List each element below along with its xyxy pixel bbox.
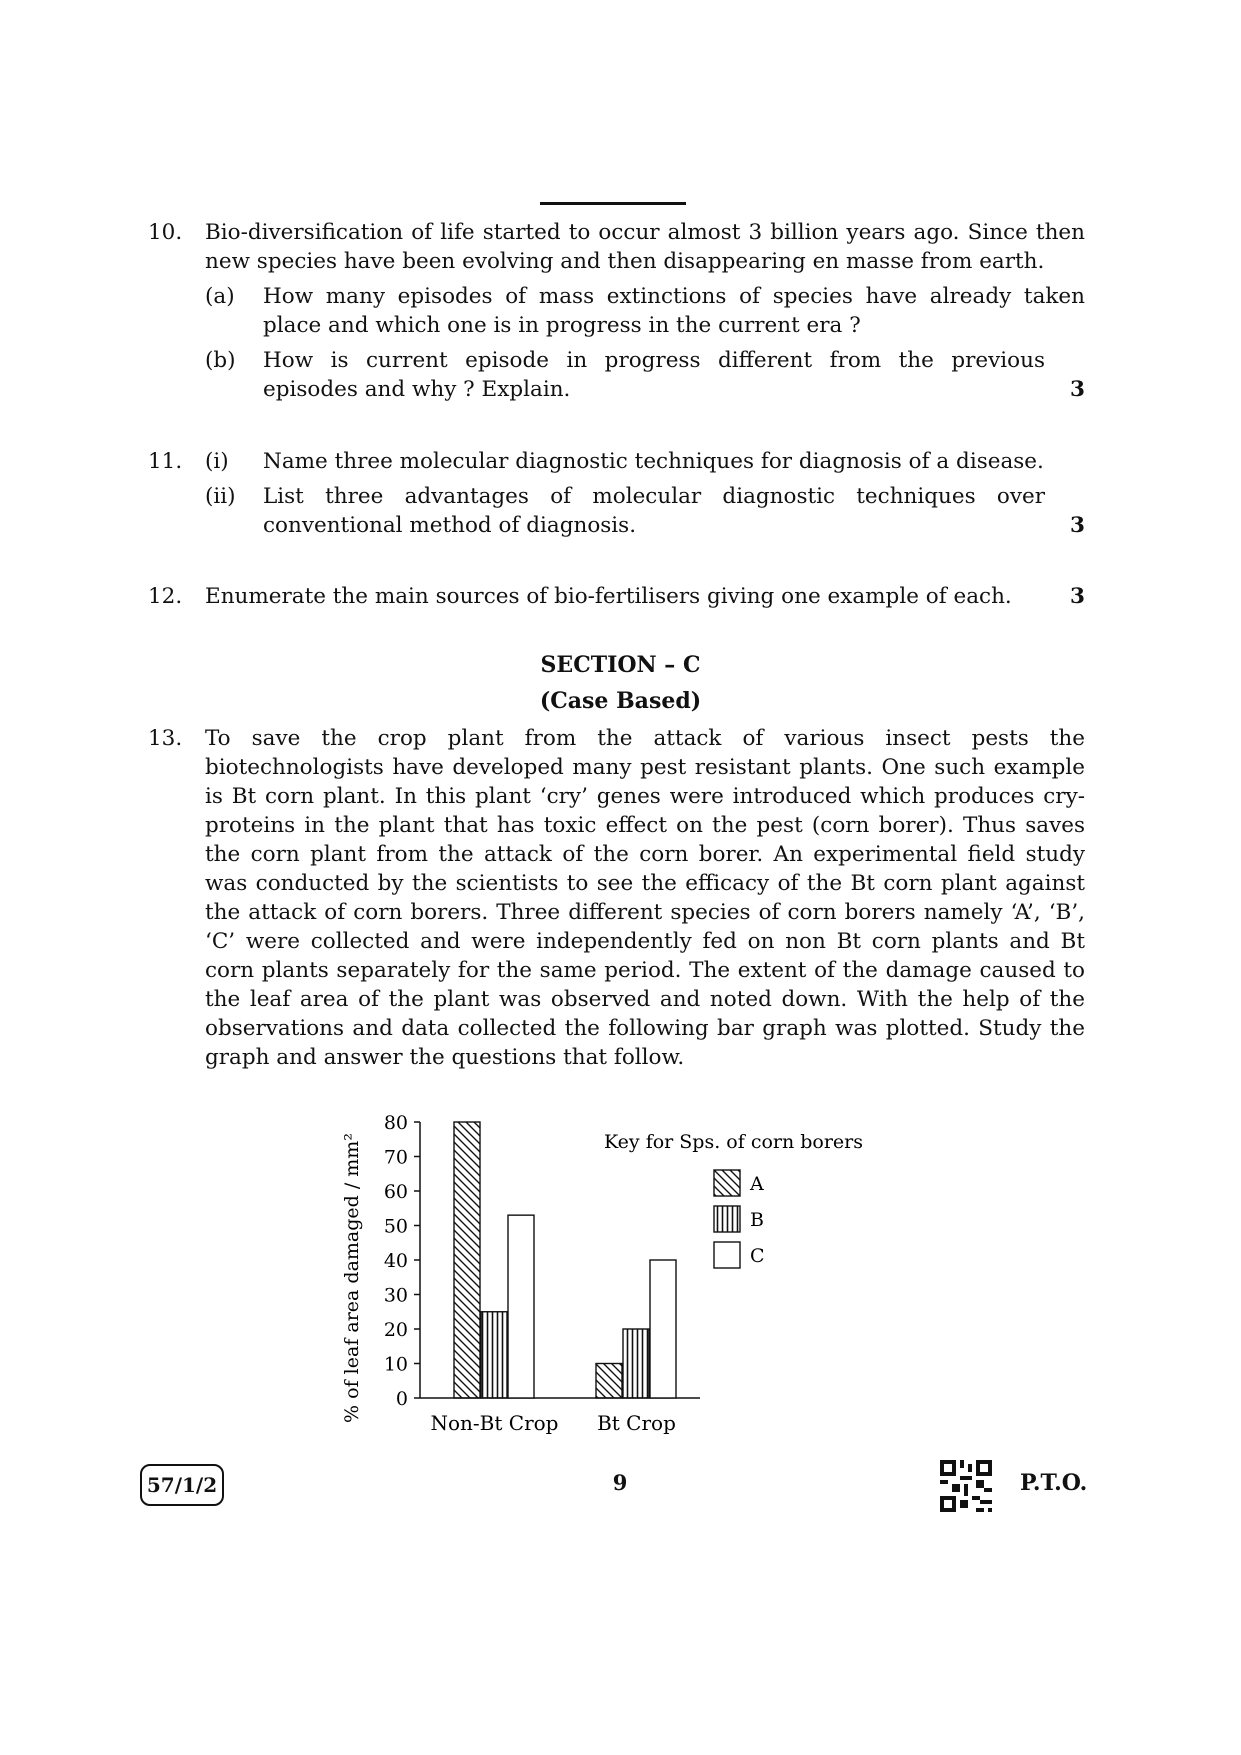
page-number: 9 (612, 1470, 628, 1495)
bar-A-1 (596, 1364, 622, 1399)
question-11 (148, 447, 1085, 540)
legend-swatch-B (714, 1206, 740, 1232)
question-part (148, 282, 1085, 340)
question-number: 10. (148, 220, 183, 245)
legend-title: Key for Sps. of corn borers (604, 1131, 864, 1153)
y-tick-label: 0 (395, 1388, 408, 1410)
bar-C-0 (508, 1215, 534, 1398)
part-text: List three advantages of molecular diagnostic techniques over conventional method of diagnosis. (263, 484, 1045, 538)
x-category-label: Non-Bt Crop (430, 1411, 559, 1435)
y-tick-label: 10 (383, 1353, 408, 1376)
question-10 (148, 218, 1085, 404)
please-turn-over: P.T.O. (1020, 1470, 1088, 1496)
question-text: Bio-diversification of life started to occur almost 3 billion years ago. Since then new species have been evolving and then disappearing en masse from earth. (205, 220, 1085, 274)
part-text: How many episodes of mass extinctions of species have already taken place and which one is in progress in the current era ? (263, 284, 1085, 338)
y-tick-label: 70 (383, 1146, 408, 1169)
part-text: How is current episode in progress different from the previous episodes and why ? Explain. (263, 348, 1045, 402)
part-label: (b) (205, 348, 236, 373)
y-tick-label: 40 (383, 1250, 408, 1272)
legend-label: A (750, 1173, 764, 1195)
bar-B-0 (481, 1312, 507, 1398)
bars (454, 1122, 676, 1398)
y-tick-label: 20 (383, 1319, 408, 1341)
part-label: (i) (205, 449, 229, 474)
question-number: 11. (148, 449, 183, 474)
question-12 (148, 582, 1085, 611)
y-tick-label: 30 (383, 1284, 408, 1307)
legend-label: C (750, 1245, 765, 1267)
question-number: 13. (148, 726, 183, 751)
qr-code-icon (940, 1460, 992, 1512)
question-text: Enumerate the main sources of bio-fertilisers giving one example of each. (205, 584, 1012, 609)
bar-C-1 (650, 1260, 676, 1398)
paper-code: 57/1/2 (140, 1464, 224, 1506)
question-part (148, 482, 1085, 540)
top-separator-line (540, 202, 686, 205)
legend-swatch-A (714, 1170, 740, 1196)
y-tick-label: 80 (383, 1112, 408, 1134)
question-part (148, 447, 1085, 476)
bar-B-1 (623, 1329, 649, 1398)
legend (714, 1170, 765, 1268)
bar-chart (340, 1108, 900, 1448)
part-label: (ii) (205, 484, 236, 509)
y-axis-label: % of leaf area damaged / mm² (341, 1133, 363, 1423)
x-category-label: Bt Crop (597, 1411, 676, 1435)
part-text: Name three molecular diagnostic techniques for diagnosis of a disease. (263, 449, 1044, 474)
marks: 3 (1070, 513, 1085, 538)
section-subtitle: (Case Based) (539, 688, 702, 714)
legend-swatch-C (714, 1242, 740, 1268)
y-tick-label: 60 (383, 1181, 408, 1203)
question-number: 12. (148, 584, 183, 609)
marks: 3 (1070, 377, 1085, 402)
category-labels (431, 1411, 676, 1435)
legend-label: B (750, 1209, 764, 1231)
question-13 (148, 724, 1085, 1072)
part-label: (a) (205, 284, 235, 309)
y-tick-label: 50 (383, 1215, 408, 1238)
section-title: SECTION – C (540, 652, 701, 678)
question-text: To save the crop plant from the attack of various insect pests the biotechnologists have developed many pest resistant plants. One such example is Bt corn plant. In this plant ‘cry’ genes were introduced which produces cry-proteins in the plant that has toxic effect on the pest (corn borer). Thus saves the corn plant from the attack of the corn borer. An experimental field study was conducted by the scientists to see the efficacy of the Bt corn plant against the attack of corn borers. Three different species of corn borers namely ‘A’, ‘B’, ‘C’ were collected and were independently fed on non Bt corn plants and Bt corn plants separately for the same period. The extent of the damage caused to the leaf area of the plant was observed and noted down. With the help of the observations and data collected the following bar graph was plotted. Study the graph and answer the questions that follow. (205, 726, 1085, 1070)
question-part (148, 346, 1085, 404)
bar-A-0 (454, 1122, 480, 1398)
marks: 3 (1070, 584, 1085, 609)
